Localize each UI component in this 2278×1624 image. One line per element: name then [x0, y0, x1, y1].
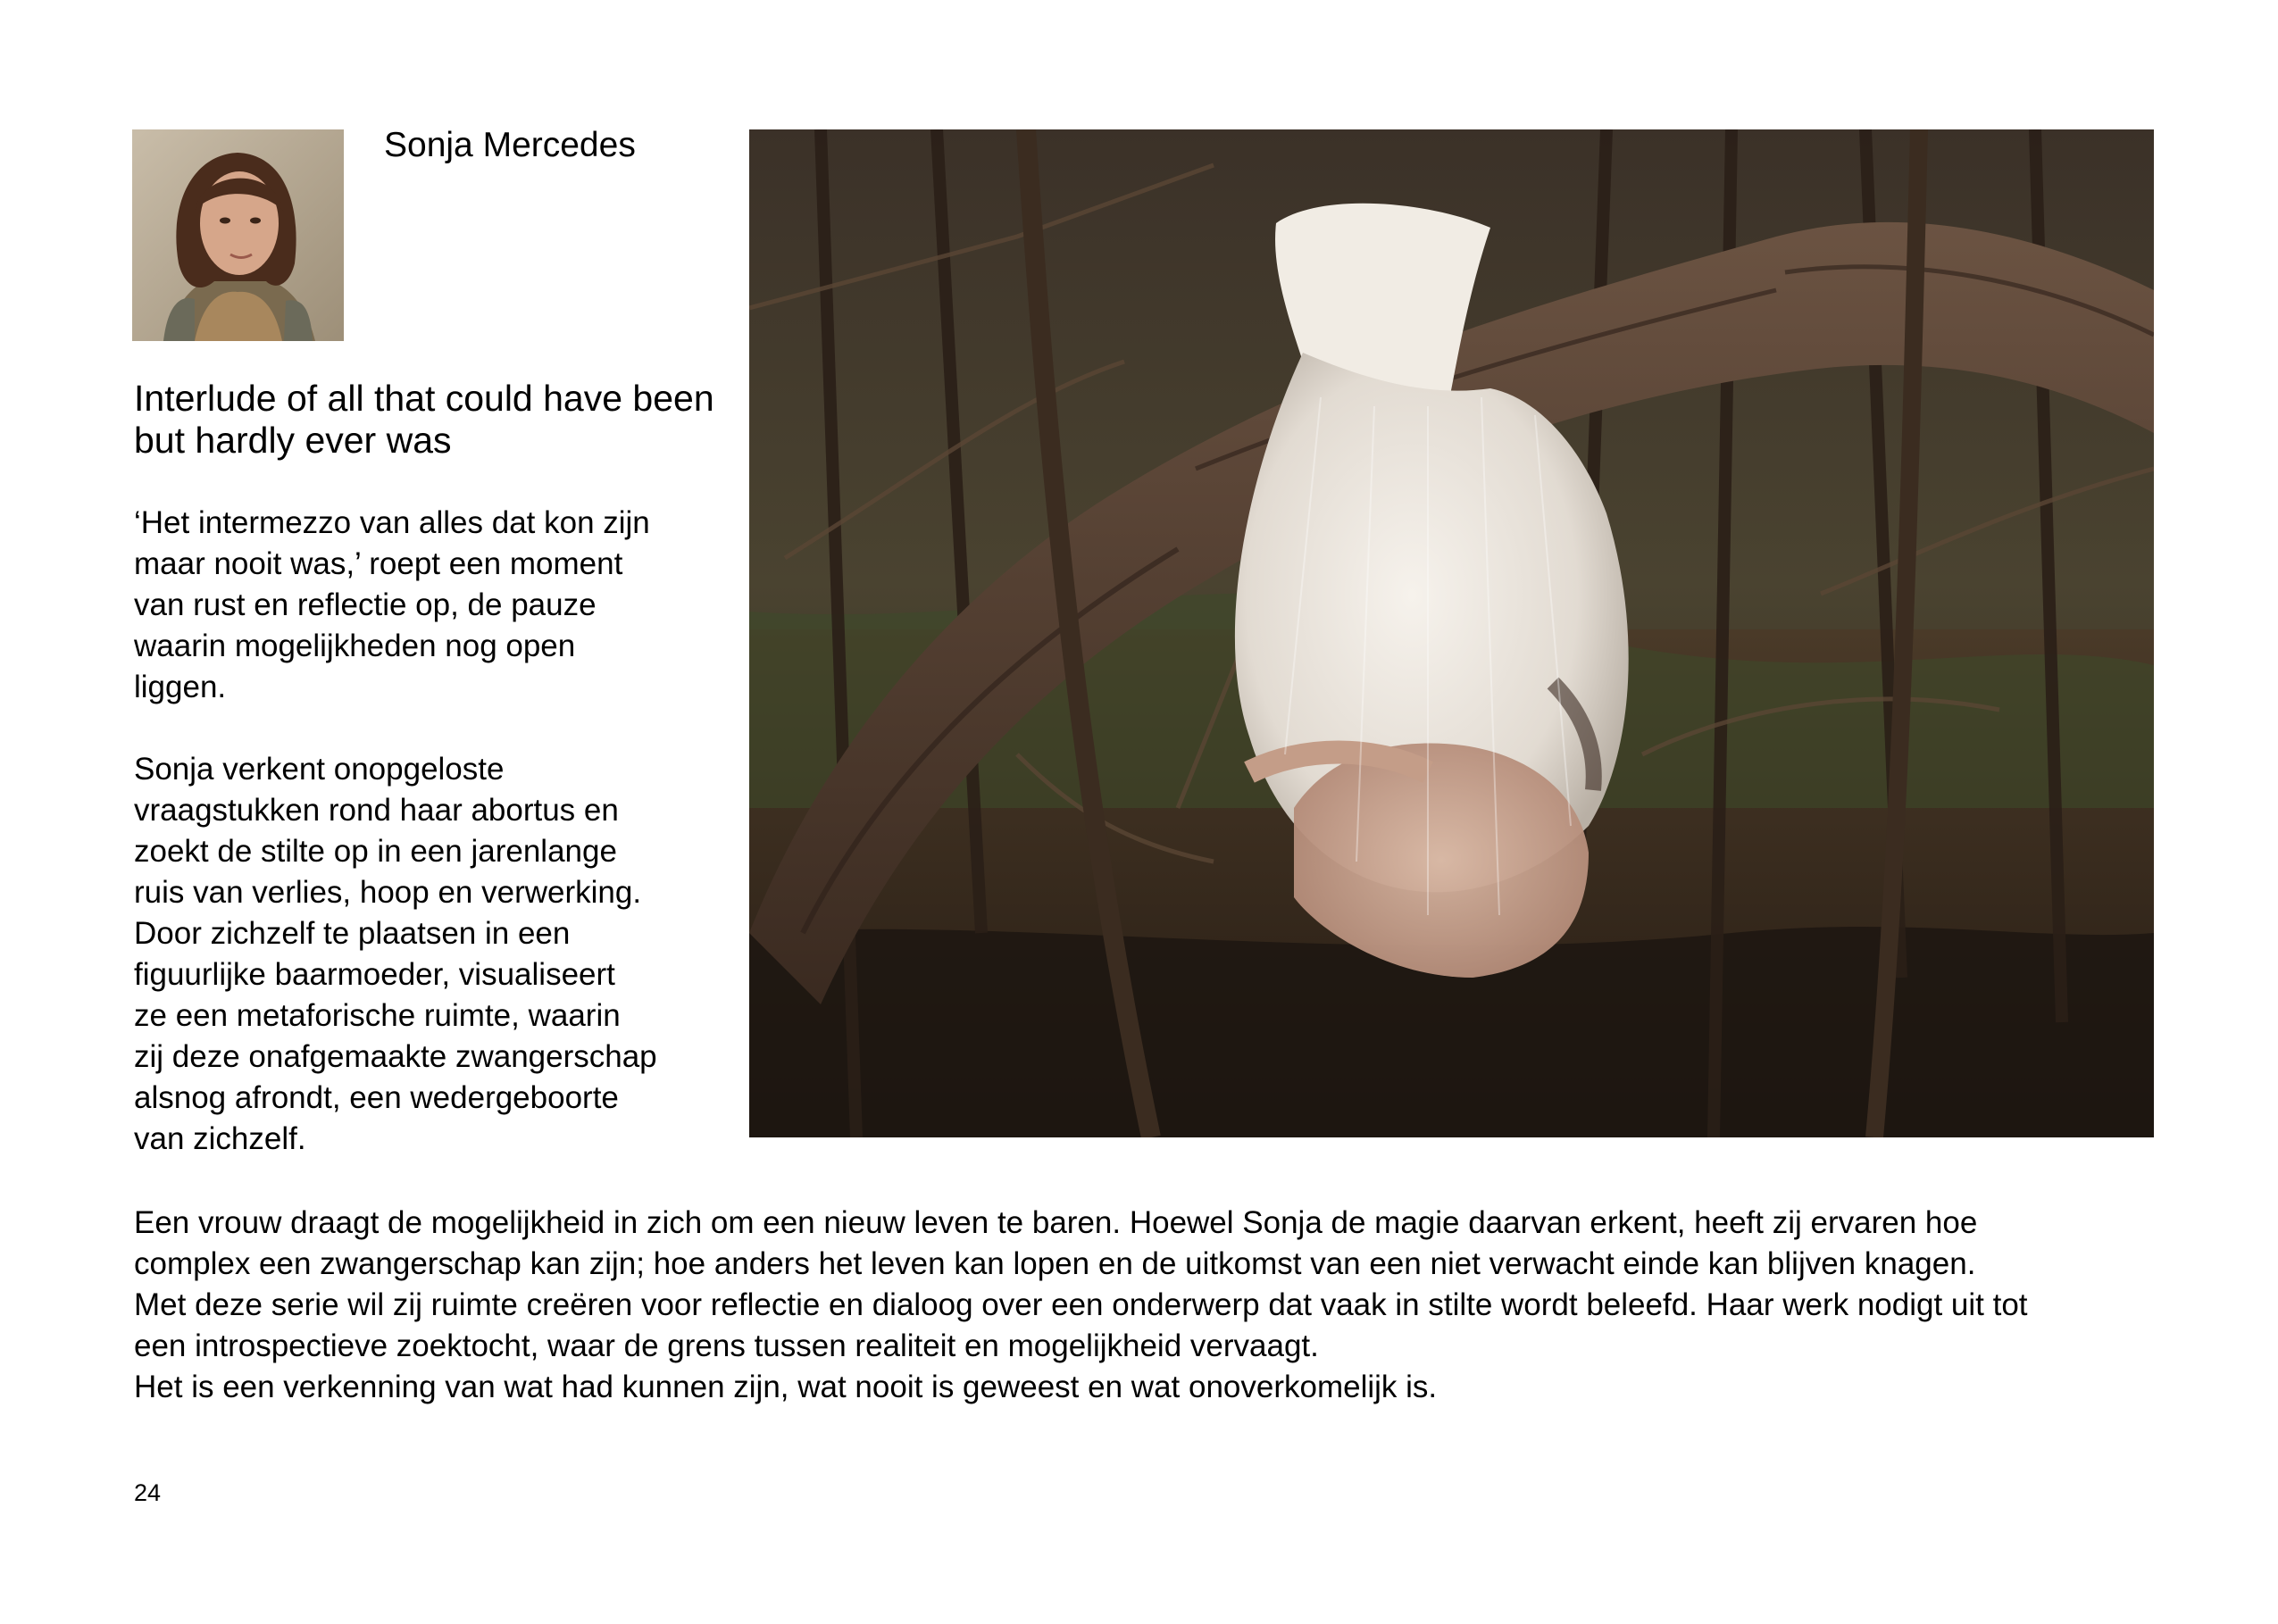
body-paragraph [134, 749, 714, 1160]
page-number: 24 [134, 1479, 162, 1506]
intro-line: ‘Het intermezzo van alles dat kon zijn [134, 505, 650, 540]
body-line: alsnog afrondt, een wedergeboorte [134, 1080, 619, 1115]
intro-line: waarin mogelijkheden nog open [134, 629, 576, 663]
work-title-line: but hardly ever was [134, 420, 452, 461]
artist-name: Sonja Mercedes [384, 126, 636, 164]
statement-line: Het is een verkenning van wat had kunnen zijn, wat nooit is geweest en wat onoverkomelijk is. [134, 1370, 1438, 1404]
artist-portrait [132, 129, 344, 341]
intro-line: van rust en reflectie op, de pauze [134, 587, 597, 622]
statement-line: complex een zwangerschap kan zijn; hoe anders het leven kan lopen en de uitkomst van een niet verwacht einde kan blijven knagen. [134, 1246, 1976, 1281]
body-line: figuurlijke baarmoeder, visualiseert [134, 957, 615, 992]
intro-paragraph [134, 503, 714, 708]
body-line: ruis van verlies, hoop en verwerking. [134, 875, 642, 910]
work-title-line: Interlude of all that could have been [134, 378, 714, 419]
body-line: van zichzelf. [134, 1121, 306, 1156]
artist-statement [134, 1203, 2170, 1408]
body-line: Door zichzelf te plaatsen in een [134, 916, 571, 951]
body-line: zij deze onafgemaakte zwangerschap [134, 1039, 657, 1074]
artwork-photo [749, 129, 2154, 1137]
intro-line: liggen. [134, 670, 227, 704]
statement-line: Met deze serie wil zij ruimte creëren voor reflectie en dialoog over een onderwerp dat vaak in stilte wordt beleefd. Haar werk nodigt uit tot [134, 1287, 2028, 1322]
intro-line: maar nooit was,’ roept een moment [134, 546, 623, 581]
body-line: Sonja verkent onopgeloste [134, 752, 505, 787]
body-line: ze een metaforische ruimte, waarin [134, 998, 621, 1033]
statement-line: een introspectieve zoektocht, waar de grens tussen realiteit en mogelijkheid vervaagt. [134, 1328, 1319, 1363]
body-line: vraagstukken rond haar abortus en [134, 793, 619, 828]
statement-line: Een vrouw draagt de mogelijkheid in zich om een nieuw leven te baren. Hoewel Sonja de magie daarvan erkent, heeft zij ervaren hoe [134, 1205, 1978, 1240]
work-title [134, 378, 741, 462]
body-line: zoekt de stilte op in een jarenlange [134, 834, 617, 869]
